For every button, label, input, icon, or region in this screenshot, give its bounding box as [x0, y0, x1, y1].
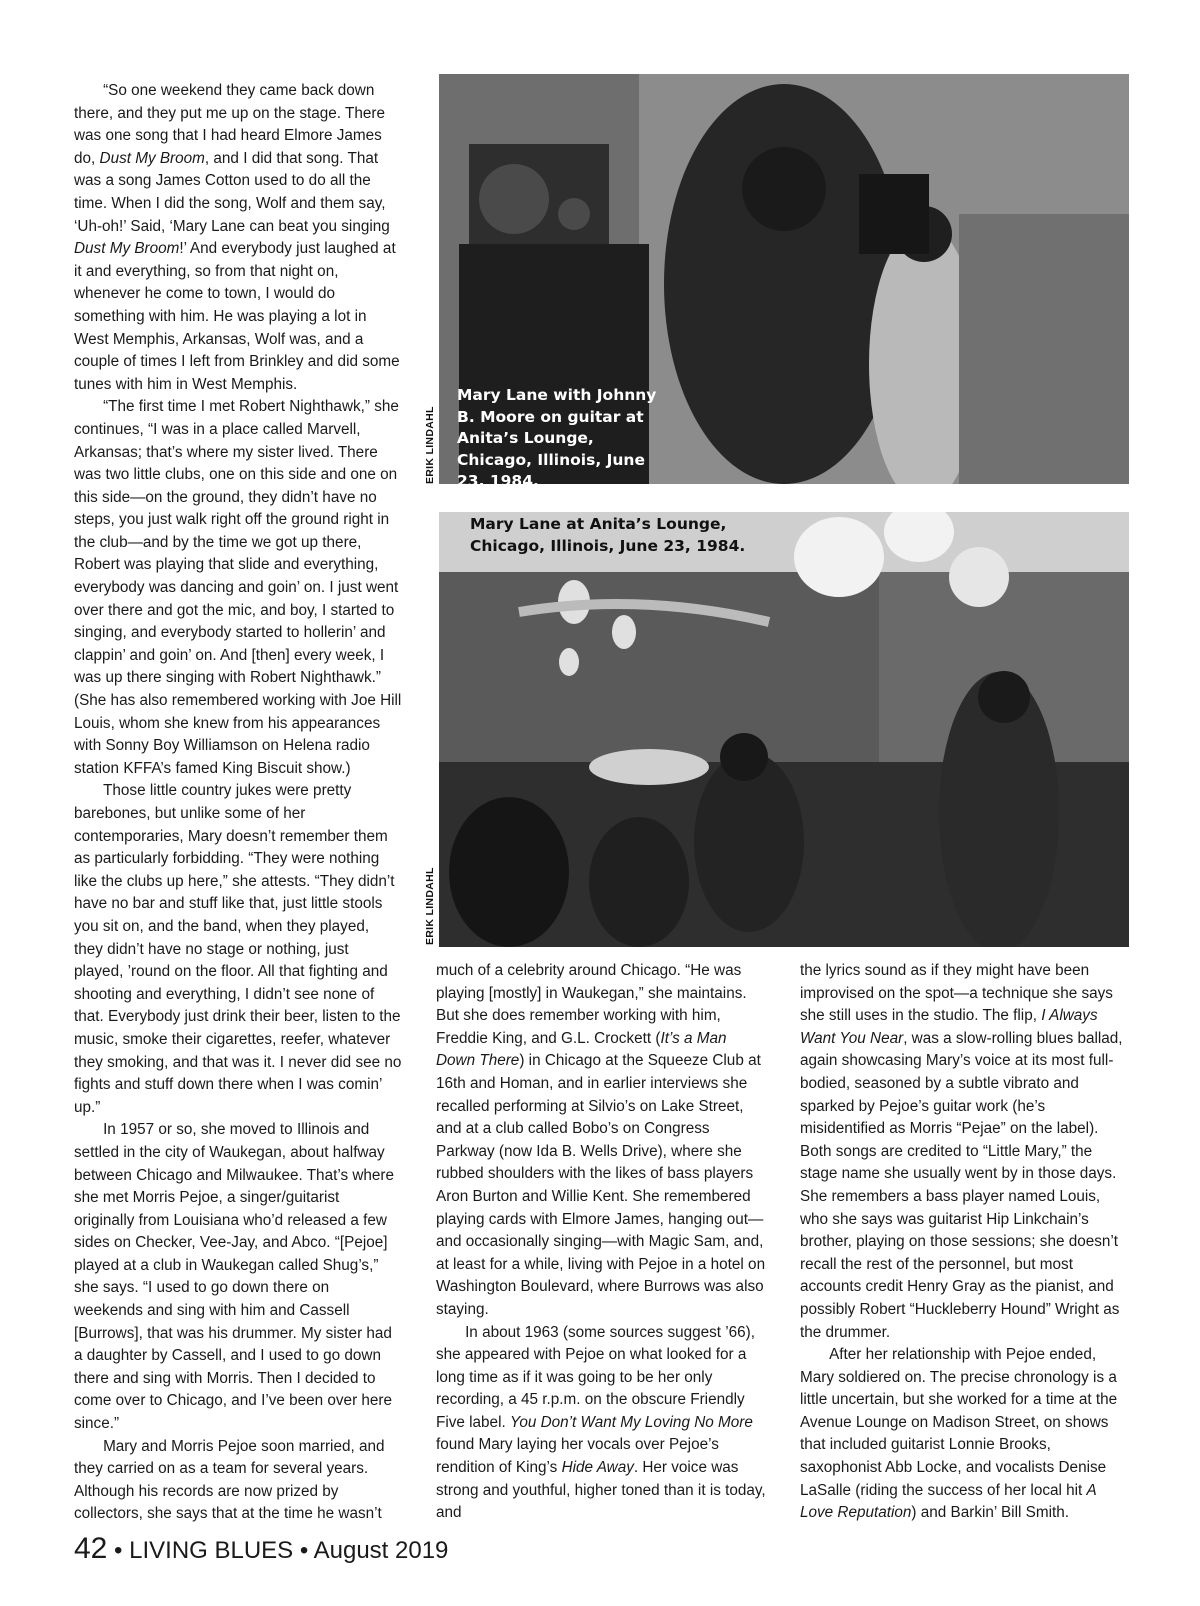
text-run: the lyrics sound as if they might have been improvised on the spot—a technique she says she still uses in the studio. The flip, — [800, 962, 1113, 1025]
song-title: You Don’t Want My Loving No More — [509, 1413, 753, 1431]
text-run: , and I did that song. That was a song James Cotton used to do all the time. When I did the song, Wolf and them say, ‘Uh-oh!’ Said, ‘Mary Lane can beat you singing — [74, 149, 390, 235]
text-run: , was a slow-rolling blues ballad, again showcasing Mary’s voice at its most full-bodied, seasoned by a subtle vibrato and sparked by Pejoe’s guitar work (he’s misidentified as Morris “Pejae” on the label). Both songs are credited to “Little Mary,” the stage name she usually went by in those days. She remembers a bass player named Louis, who she says was guitarist Hip Linkchain’s brother, playing on those sessions; she doesn’t recall the rest of the personnel, but most accounts credit Henry Gray as the pianist, and possibly Robert “Huckleberry Hound” Wright as the drummer. — [800, 1029, 1123, 1341]
paragraph: Mary and Morris Pejoe soon married, and they carried on as a team for several years. Although his records are now prized by collectors, she says that at the time he wasn’t — [74, 1437, 385, 1523]
text-run: “So one weekend they came back down there, and they put me up on the stage. There was one song that I had heard Elmore James do, — [74, 82, 385, 167]
separator: • — [293, 1537, 314, 1564]
song-title: Dust My Broom — [99, 149, 205, 167]
text-run: . Her voice was strong and youthful, higher toned than it is today, and — [436, 1459, 766, 1522]
paragraph: In 1957 or so, she moved to Illinois and settled in the city of Waukegan, about halfway between Chicago and Milwaukee. That’s where she met Morris Pejoe, a singer/guitarist originally from Louisiana who’d released a few sides on Checker, Vee-Jay, and Abco. “[Pejoe] played at a club in Waukegan called Shug’s,” she says. “I used to go down there on weekends and sing with him and Cassell [Burrows], that was his drummer. My sister had a daughter by Cassell, and I used to go down there and sing with Morris. Then I decided to come over to Chicago, and I’ve been over here since.” — [74, 1121, 395, 1433]
paragraph — [74, 80, 402, 396]
magazine-name: LIVING BLUES — [129, 1537, 294, 1564]
photo-caption: Mary Lane at Anita’s Lounge, Chicago, Illinois, June 23, 1984. — [470, 515, 746, 555]
paragraph — [436, 1322, 766, 1525]
article-column-1 — [74, 80, 402, 1526]
text-run: ) in Chicago at the Squeeze Club at 16th and Homan, and in earlier interviews she recalled performing at Silvio’s on Lake Street, and at a club called Bobo’s on Congress Parkway (now Ida B. Wells Drive), where she rubbed shoulders with the likes of bass players Aron Burton and Willie Kent. She remembered playing cards with Elmore James, hanging out—and occasionally singing—with Magic Sam, and, at least for a while, living with Pejoe in a hotel on Washington Boulevard, where Burrows was also staying. — [436, 1052, 766, 1318]
text-run: After her relationship with Pejoe ended, Mary soldiered on. The precise chronology is a little uncertain, but she worked for a time at the Avenue Lounge on Madison Street, on shows that included guitarist Lonnie Brooks, saxophonist Abb Locke, and vocalists Denise LaSalle (riding the success of her local hit — [800, 1346, 1118, 1499]
separator: • — [107, 1537, 130, 1564]
issue-date: August 2019 — [313, 1537, 449, 1564]
text-run: !’ And everybody just laughed at it and everything, so from that night on, whenever he come to town, I would do something with him. He was playing a lot in West Memphis, Arkansas, Wolf was, and a couple of times I left from Brinkley and did some tunes with him in West Memphis. — [74, 240, 400, 393]
photo-caption: Mary Lane with Johnny B. Moore on guitar at Anita’s Lounge, Chicago, Illinois, June 23, 1984. — [457, 386, 657, 490]
photo-placeholder-graphic — [439, 512, 1129, 947]
article-column-2 — [436, 960, 766, 1525]
photo-mary-lane-anitas-lounge — [439, 512, 1129, 947]
text-run: In about 1963 (some sources suggest ’66), she appeared with Pejoe on what looked for a long time as if it was going to be her only recording, a 45 r.p.m. on the obscure Friendly Five label. — [436, 1323, 756, 1431]
paragraph — [436, 960, 766, 1322]
song-title: It’s a Man Down There — [436, 1029, 727, 1070]
page-footer — [74, 1532, 448, 1566]
text-run: much of a celebrity around Chicago. “He was playing [mostly] in Waukegan,” she maintains. But she does remember working with him, Freddie King, and G.L. Crockett ( — [436, 962, 747, 1047]
page-number: 42 — [74, 1532, 108, 1565]
article-column-3 — [800, 960, 1130, 1525]
photo-credit: ERIK LINDAHL — [424, 867, 436, 945]
song-title: Dust My Broom — [74, 240, 180, 258]
song-title: Hide Away — [561, 1459, 634, 1477]
paragraph — [800, 960, 1130, 1344]
song-title: I Always Want You Near — [800, 1007, 1098, 1047]
paragraph: “The first time I met Robert Nighthawk,” she continues, “I was in a place called Marvell, Arkansas; that’s where my sister lived. There was two little clubs, one on this side and one on this side—on the ground, they didn’t have no steps, you just walk right off the ground right in the club—and by the time we got up there, Robert was playing that slide and everything, everybody was dancing and goin’ on. I just went over there and got the mic, and boy, I started to singing, and everybody started to hollerin’ and clappin’ and goin’ on. And [then] every week, I was up there singing with Robert Nighthawk.” (She has also remembered working with Joe Hill Louis, whom she knew from his appearances with Sonny Boy Williamson on Helena radio station KFFA’s famed King Biscuit show.) — [74, 398, 402, 777]
paragraph — [800, 1344, 1130, 1525]
song-title: A Love Reputation — [800, 1481, 1097, 1522]
text-run: ) and Barkin’ Bill Smith. — [911, 1504, 1069, 1522]
text-run: found Mary laying her vocals over Pejoe’s rendition of King’s — [436, 1436, 719, 1477]
paragraph: Those little country jukes were pretty barebones, but unlike some of her contemporaries, Mary doesn’t remember them as particularly forbidding. “They were nothing like the clubs up here,” she attests. “They didn’t have no bar and stuff like that, just little stools you sit on, and the band, when they played, they didn’t have no stage or nothing, just played, ’round on the floor. All that fighting and shooting and everything, I didn’t see none of that. Everybody just drink their beer, listen to the music, smoke their cigarettes, reefer, whatever they smoking, and that was it. I never did see no fights and stuff down there when I was comin’ up.” — [74, 782, 402, 1116]
photo-credit: ERIK LINDAHL — [424, 406, 436, 484]
